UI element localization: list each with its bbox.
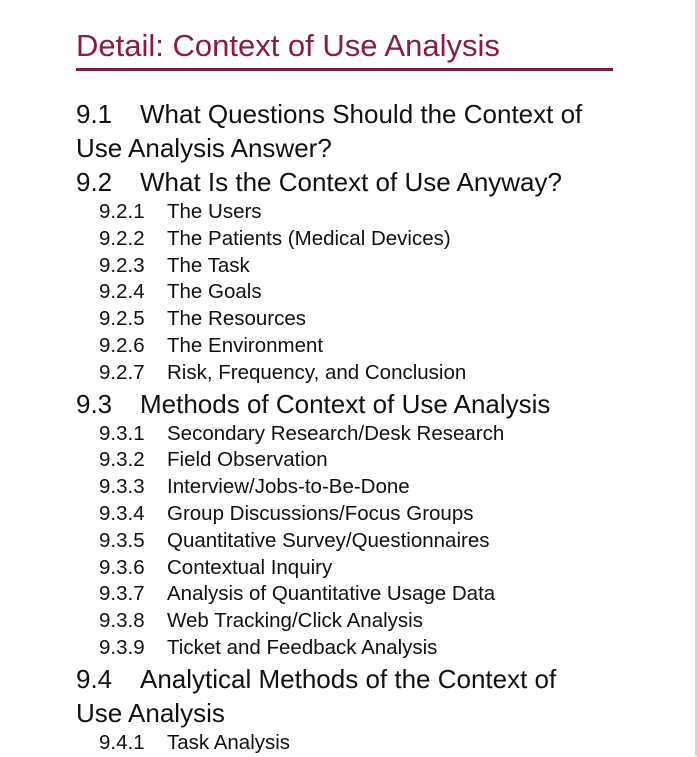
toc-subsection-9-3-7[interactable] — [76, 581, 636, 608]
subsection-label: Task Analysis — [167, 730, 291, 754]
section-number: 9.1 — [76, 99, 113, 129]
toc-subsection-9-3-8[interactable] — [76, 608, 636, 635]
page-title: Detail: Context of Use Analysis — [76, 28, 500, 63]
section-label: What Questions Should the Context of Use Analysis Answer? — [76, 99, 583, 163]
toc-subsection-9-2-1[interactable] — [76, 199, 636, 226]
subsection-number: 9.3.1 — [99, 421, 145, 445]
toc-subsection-9-3-6[interactable] — [76, 555, 636, 582]
title-underline — [76, 68, 613, 71]
subsection-label: Risk, Frequency, and Conclusion — [167, 360, 467, 384]
toc-subsection-9-3-1[interactable] — [76, 421, 636, 448]
toc-subsection-9-2-7[interactable] — [76, 360, 636, 387]
toc-subsection-9-2-5[interactable] — [76, 306, 636, 333]
subsection-number: 9.2.6 — [99, 333, 145, 357]
subsection-number: 9.2.1 — [99, 200, 145, 223]
table-of-contents — [76, 97, 636, 757]
subsection-number: 9.3.6 — [99, 555, 145, 579]
section-number: 9.2 — [76, 167, 113, 197]
subsection-number: 9.3.8 — [99, 609, 145, 633]
toc-subsection-9-2-3[interactable] — [76, 253, 636, 280]
toc-subsection-9-2-6[interactable] — [76, 333, 636, 360]
subsection-number: 9.2.4 — [99, 280, 145, 304]
toc-subsection-9-3-5[interactable] — [76, 528, 636, 555]
subsection-number: 9.2.3 — [99, 253, 145, 277]
subsection-label: Ticket and Feedback Analysis — [167, 635, 438, 659]
subsection-label: The Environment — [167, 333, 324, 357]
subsection-label: The Goals — [167, 280, 262, 304]
section-number: 9.4 — [76, 663, 113, 694]
toc-subsection-9-3-4[interactable] — [76, 501, 636, 528]
section-number: 9.3 — [76, 388, 113, 419]
toc-section-9-1[interactable] — [76, 97, 606, 165]
subsection-number: 9.3.4 — [99, 501, 145, 525]
subsection-number: 9.2.7 — [99, 360, 145, 384]
subsection-label: The Resources — [167, 307, 307, 331]
subsection-label: The Users — [167, 200, 262, 223]
subsection-label: Group Discussions/Focus Groups — [167, 501, 474, 525]
toc-subsection-9-2-4[interactable] — [76, 279, 636, 306]
subsection-number: 9.2.2 — [99, 226, 145, 250]
toc-subsection-9-3-2[interactable] — [76, 447, 636, 474]
subsection-number: 9.3.5 — [99, 528, 145, 552]
toc-section-9-2[interactable] — [76, 165, 606, 199]
subsection-label: The Task — [167, 253, 250, 277]
toc-section-9-4[interactable] — [76, 662, 606, 730]
section-label: Analytical Methods of the Context of Use Analysis — [76, 663, 557, 728]
subsection-label: Secondary Research/Desk Research — [167, 421, 505, 445]
subsection-number: 9.3.7 — [99, 582, 145, 606]
section-label: Methods of Context of Use Analysis — [140, 388, 551, 419]
subsection-number: 9.3.2 — [99, 448, 145, 472]
subsection-label: Analysis of Quantitative Usage Data — [167, 582, 496, 606]
subsection-label: Interview/Jobs-to-Be-Done — [167, 475, 410, 499]
subsection-number: 9.3.9 — [99, 635, 145, 659]
toc-subsection-9-4-1[interactable] — [76, 730, 636, 757]
toc-subsection-9-3-9[interactable] — [76, 635, 636, 662]
toc-subsection-9-3-3[interactable] — [76, 474, 636, 501]
subsection-label: The Patients (Medical Devices) — [167, 226, 451, 250]
subsection-label: Field Observation — [167, 448, 328, 472]
subsection-label: Contextual Inquiry — [167, 555, 333, 579]
toc-subsection-9-2-2[interactable] — [76, 226, 636, 253]
subsection-label: Quantitative Survey/Questionnaires — [167, 528, 490, 552]
subsection-number: 9.3.3 — [99, 475, 145, 499]
subsection-number: 9.2.5 — [99, 307, 145, 331]
section-label: What Is the Context of Use Anyway? — [140, 167, 562, 197]
subsection-number: 9.4.1 — [99, 730, 145, 754]
toc-section-9-3[interactable] — [76, 387, 606, 421]
toc-page — [76, 26, 636, 757]
subsection-label: Web Tracking/Click Analysis — [167, 609, 423, 633]
